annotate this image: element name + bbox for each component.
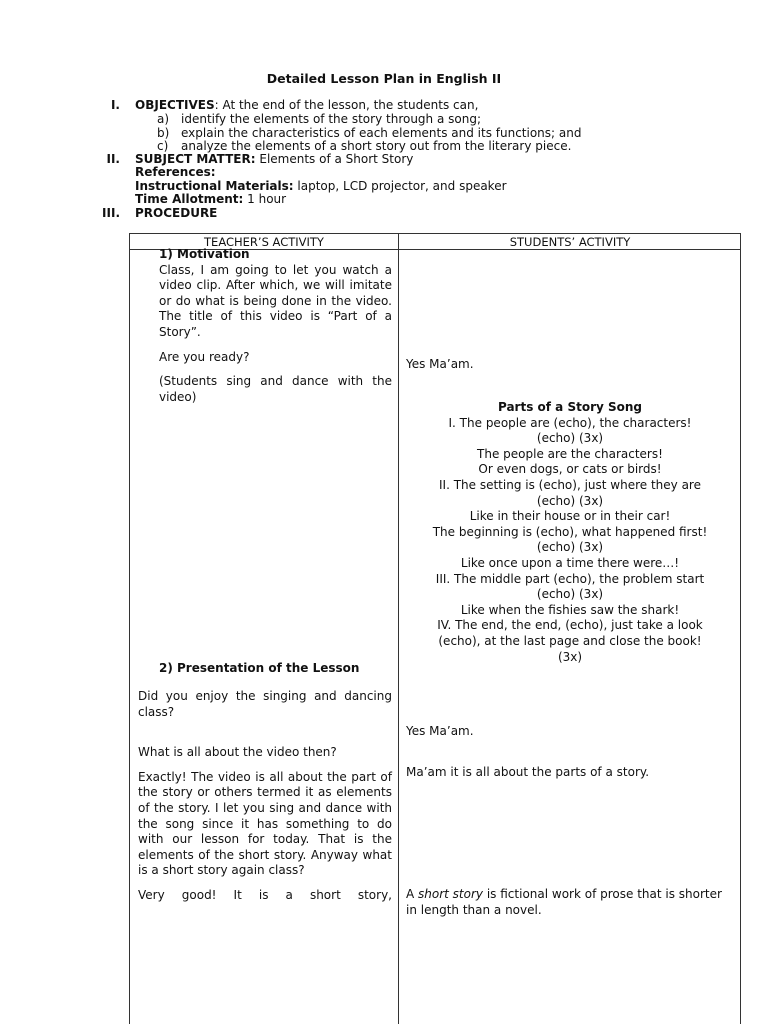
song-line: IV. The end, the end, (echo), just take a look xyxy=(437,618,703,633)
motivation-title: 1) Motivation xyxy=(159,247,250,261)
materials-label: Instructional Materials: xyxy=(135,179,294,193)
song-line: (3x) xyxy=(557,649,583,664)
song-line: (echo) (3x) xyxy=(536,431,604,446)
procedure-label: PROCEDURE xyxy=(135,206,218,220)
presentation-paragraph: Exactly! The video is all about the part of the story or others termed it as elements of the story. I let you sing and dance with the song since it has something to do with our lesson for today. That is the elements of the short story. Anyway what is a short story again class? xyxy=(138,769,392,878)
song-line: Or even dogs, or cats or birds! xyxy=(478,462,662,477)
motivation-block xyxy=(159,247,392,405)
document-title: Detailed Lesson Plan in English II xyxy=(266,71,502,86)
presentation-block xyxy=(138,689,392,904)
song-line: (echo) (3x) xyxy=(536,540,604,555)
teacher-activity-header: TEACHER’S ACTIVITY xyxy=(204,235,324,249)
time-allotment-label: Time Allotment: xyxy=(135,192,244,206)
presentation-continuation: Very good! It is a short story, xyxy=(138,887,392,902)
motivation-question: Are you ready? xyxy=(159,349,250,364)
song-line: Like once upon a time there were…! xyxy=(460,555,680,570)
song-line: Like in their house or in their car! xyxy=(469,509,671,524)
short-story-term: short story xyxy=(418,887,484,901)
student-response-2: Yes Ma’am. xyxy=(406,724,474,738)
motivation-instruction: (Students sing and dance with the video) xyxy=(159,374,392,404)
song-line: The beginning is (echo), what happened first! xyxy=(432,524,708,539)
objectives-list xyxy=(157,113,677,154)
song-line: The people are the characters! xyxy=(477,446,663,461)
song-line: II. The setting is (echo), just where they are xyxy=(439,477,701,492)
presentation-title: 2) Presentation of the Lesson xyxy=(159,661,360,675)
time-allotment-value: 1 hour xyxy=(243,192,287,206)
subject-matter-value: Elements of a Short Story xyxy=(255,152,414,166)
objectives-intro: : At the end of the lesson, the students can, xyxy=(214,98,479,112)
song-line: (echo) (3x) xyxy=(536,587,604,602)
subject-matter-label: SUBJECT MATTER: xyxy=(135,152,256,166)
objectives-label: OBJECTIVES xyxy=(135,98,215,112)
objectives-numeral: I. xyxy=(110,98,120,112)
student-response-3: Ma’am it is all about the parts of a story. xyxy=(406,765,650,779)
objective-item: b) explain the characteristics of each elements and its functions; and xyxy=(157,125,582,140)
objective-item: a) identify the elements of the story through a song; xyxy=(157,112,481,126)
student-response-1: Yes Ma’am. xyxy=(406,357,474,371)
presentation-question-1: Did you enjoy the singing and dancing class? xyxy=(138,689,392,719)
subject-matter-numeral: II. xyxy=(106,152,120,166)
song-line: I. The people are (echo), the characters! xyxy=(448,415,692,430)
presentation-question-2: What is all about the video then? xyxy=(138,745,337,760)
procedure-numeral: III. xyxy=(102,206,120,220)
song-line: III. The middle part (echo), the problem start xyxy=(435,571,705,586)
song-line: (echo) (3x) xyxy=(536,493,604,508)
materials-value: laptop, LCD projector, and speaker xyxy=(293,179,507,193)
student-response-4: A short story is fictional work of prose that is shorter in length than a novel. xyxy=(406,887,722,917)
song-line: Like when the fishies saw the shark! xyxy=(460,602,680,617)
story-song xyxy=(398,400,742,665)
references-label: References: xyxy=(135,165,216,179)
objective-item: c) analyze the elements of a short story out from the literary piece. xyxy=(157,139,572,153)
activity-table xyxy=(129,233,741,1024)
song-line: (echo), at the last page and close the book! xyxy=(438,633,702,648)
students-activity-header: STUDENTS’ ACTIVITY xyxy=(509,235,631,249)
motivation-paragraph: Class, I am going to let you watch a video clip. After which, we will imitate or do what is being done in the video. The title of this video is “Part of a Story”. xyxy=(159,262,392,339)
song-title: Parts of a Story Song xyxy=(497,400,643,414)
